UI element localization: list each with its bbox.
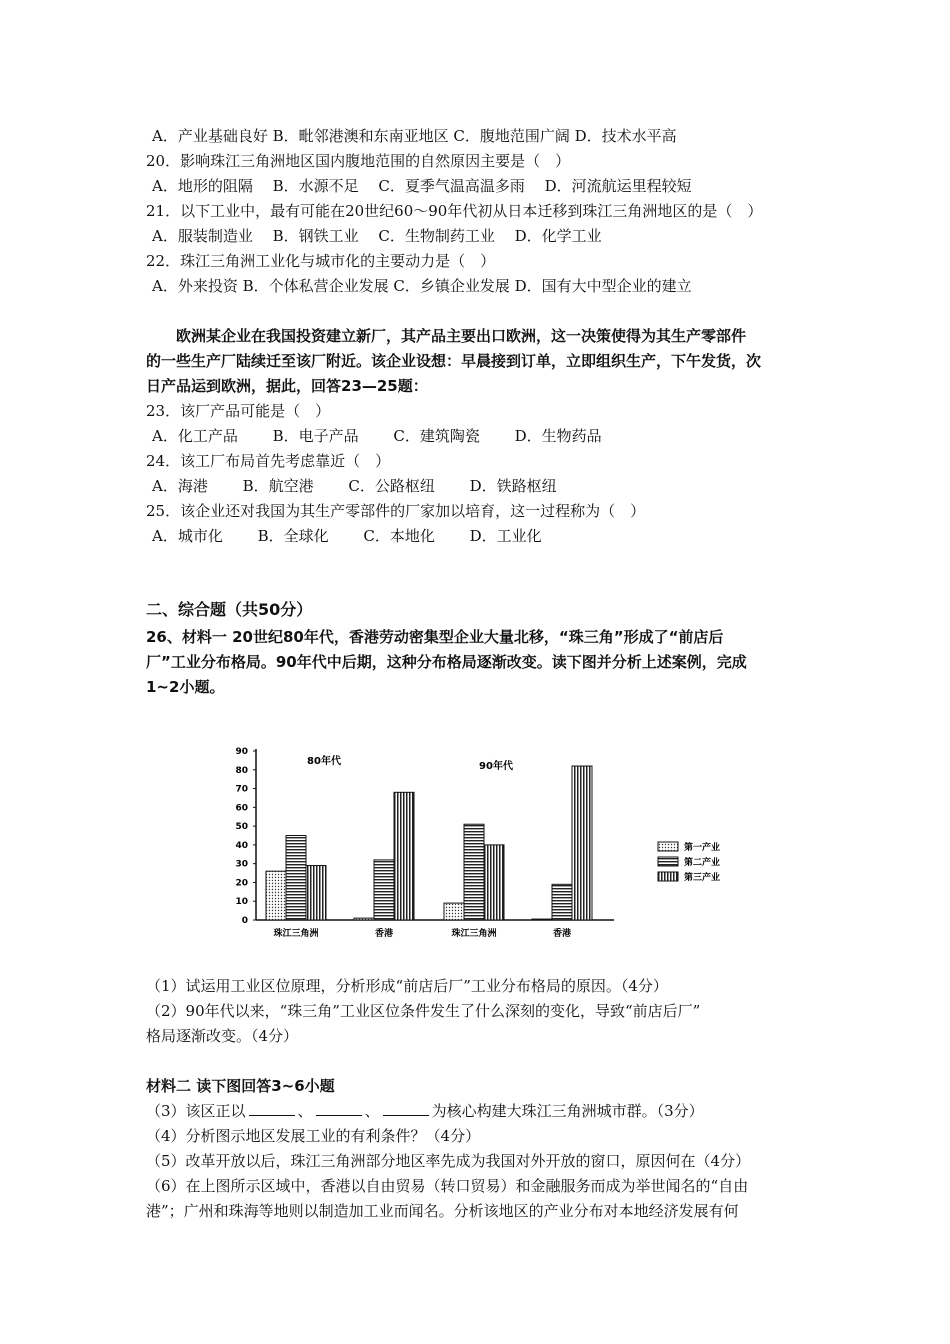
material2-title: 材料二 读下图回答3~6小题: [146, 1077, 335, 1095]
y-tick-label: 70: [235, 784, 248, 795]
q3-sep: 、: [364, 1102, 380, 1120]
bar: [286, 836, 306, 921]
bar: [572, 766, 592, 920]
q6-text: （6）在上图所示区域中，香港以自由贸易（转口贸易）和金融服务而成为举世闻名的“自由: [146, 1177, 749, 1195]
q1-text: （1）试运用工业区位原理，分析形成“前店后厂”工业分布格局的原因。（4分）: [146, 977, 668, 995]
q3-suffix: 为核心构建大珠江三角洲城市群。（3分）: [431, 1102, 704, 1120]
industry-structure-chart: [226, 738, 750, 948]
bar: [552, 884, 572, 920]
bar: [354, 918, 374, 920]
q20-stem: 20．影响珠江三角洲地区国内腹地范围的自然原因主要是（ ）: [146, 152, 571, 170]
q22-stem: 22．珠江三角洲工业化与城市化的主要动力是（ ）: [146, 252, 496, 270]
answer-blank[interactable]: [316, 1101, 362, 1116]
group-label: 80年代: [307, 756, 341, 767]
y-tick-label: 10: [235, 897, 248, 908]
y-tick-label: 0: [241, 916, 248, 926]
bar: [374, 860, 394, 920]
legend-swatch: [658, 842, 678, 851]
q24-stem: 24．该工厂布局首先考虑靠近（ ）: [146, 452, 391, 470]
q19-options: A．产业基础良好 B．毗邻港澳和东南亚地区 C．腹地范围广阔 D．技术水平高: [152, 127, 677, 145]
section-title: 二、综合题（共50分）: [146, 600, 313, 619]
category-label: 香港: [552, 929, 572, 939]
bar: [266, 871, 286, 920]
y-tick-label: 60: [235, 803, 248, 814]
q6-text-cont: 港”；广州和珠海等地则以制造加工业而闻名。分析该地区的产业分布对本地经济发展有何: [146, 1202, 739, 1220]
q3-sep: 、: [297, 1102, 313, 1120]
group-label: 90年代: [479, 761, 513, 772]
legend-label: 第一产业: [684, 843, 721, 853]
y-tick-label: 80: [235, 765, 248, 776]
q26-line: 1~2小题。: [146, 678, 225, 696]
q25-stem: 25．该企业还对我国为其生产零部件的厂家加以培育，这一过程称为（ ）: [146, 502, 646, 520]
passage-line: 日产品运到欧洲，据此，回答23—25题：: [146, 377, 428, 395]
q4-text: （4）分析图示地区发展工业的有利条件？（4分）: [146, 1127, 481, 1145]
q22-options: A．外来投资 B．个体私营企业发展 C．乡镇企业发展 D．国有大中型企业的建立: [152, 277, 692, 295]
q24-options: A．海港 B．航空港 C．公路枢纽 D．铁路枢纽: [152, 477, 557, 495]
q2-text: （2）90年代以来，“珠三角”工业区位条件发生了什么深刻的变化，导致“前店后厂”: [146, 1002, 701, 1020]
q21-options: A．服装制造业 B．钢铁工业 C．生物制药工业 D．化学工业: [152, 227, 602, 245]
y-tick-label: 90: [235, 747, 248, 757]
bar: [444, 903, 464, 920]
q2-text-cont: 格局逐渐改变。（4分）: [146, 1027, 299, 1045]
bar: [464, 824, 484, 920]
bar: [306, 866, 326, 920]
passage-line: 欧洲某企业在我国投资建立新厂，其产品主要出口欧洲，这一决策使得为其生产零部件: [146, 327, 747, 345]
legend-label: 第三产业: [684, 873, 721, 883]
legend-swatch: [658, 857, 678, 866]
y-tick-label: 50: [235, 822, 248, 833]
category-label: 珠江三角洲: [451, 929, 497, 939]
q26-line: 26、材料一 20世纪80年代，香港劳动密集型企业大量北移，“珠三角”形成了“前店后: [146, 628, 724, 646]
q23-stem: 23．该厂产品可能是（ ）: [146, 402, 331, 420]
q5-text: （5）改革开放以后，珠江三角洲部分地区率先成为我国对外开放的窗口，原因何在（4分）: [146, 1152, 751, 1170]
bar: [394, 792, 414, 920]
y-tick-label: 30: [235, 859, 248, 870]
y-tick-label: 40: [235, 840, 248, 851]
legend-label: 第二产业: [684, 858, 721, 868]
answer-blank[interactable]: [249, 1101, 295, 1116]
q25-options: A．城市化 B．全球化 C．本地化 D．工业化: [152, 527, 542, 545]
q3-text: [146, 1101, 704, 1121]
q20-options: A．地形的阻隔 B．水源不足 C．夏季气温高温多雨 D．河流航运里程较短: [152, 177, 692, 195]
category-label: 香港: [374, 929, 394, 939]
bar: [484, 845, 504, 920]
q21-stem: 21．以下工业中，最有可能在20世纪60～90年代初从日本迁移到珠江三角洲地区的是（ ）: [146, 202, 763, 220]
q23-options: A．化工产品 B．电子产品 C．建筑陶瓷 D．生物药品: [152, 427, 602, 445]
legend-swatch: [658, 872, 678, 881]
q26-line: 厂”工业分布格局。90年代中后期，这种分布格局逐渐改变。读下图并分析上述案例，完成: [146, 653, 747, 671]
q3-prefix: （3）该区正以: [146, 1102, 246, 1120]
bar: [532, 919, 552, 920]
category-label: 珠江三角洲: [273, 929, 319, 939]
passage-line: 的一些生产厂陆续迁至该厂附近。该企业设想：早晨接到订单，立即组织生产，下午发货，次: [146, 352, 762, 370]
y-tick-label: 20: [235, 878, 248, 889]
answer-blank[interactable]: [383, 1101, 429, 1116]
